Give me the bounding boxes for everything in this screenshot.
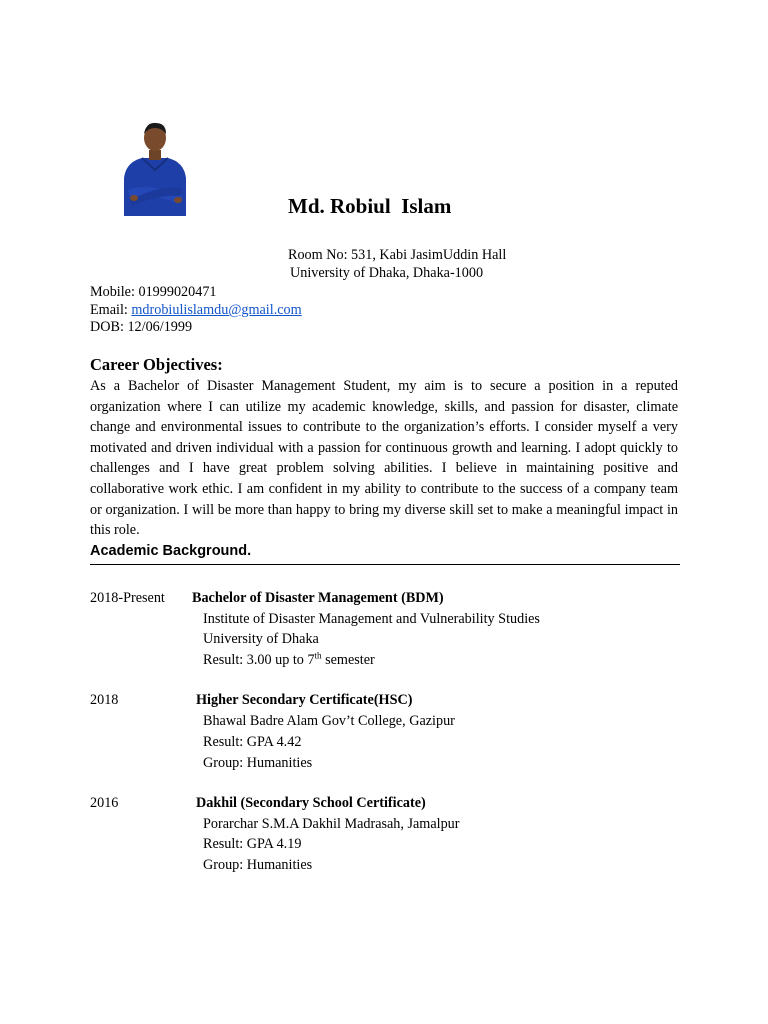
entry-institution: Bhawal Badre Alam Gov’t College, Gazipur	[203, 713, 455, 729]
entry-result: Result: GPA 4.42	[203, 734, 302, 750]
email-link[interactable]: mdrobiulislamdu@gmail.com	[131, 302, 302, 318]
mobile-number: Mobile: 01999020471	[90, 284, 217, 300]
address-line-2: University of Dhaka, Dhaka-1000	[290, 265, 484, 281]
entry-group: Group: Humanities	[203, 755, 313, 771]
entry-result-superscript: th	[314, 650, 322, 661]
profile-photo	[118, 118, 192, 216]
entry-degree: Bachelor of Disaster Management (BDM)	[192, 590, 444, 606]
academic-background-heading: Academic Background.	[90, 543, 252, 559]
email-row	[90, 302, 302, 319]
entry-year: 2018-Present	[90, 590, 165, 606]
date-of-birth: DOB: 12/06/1999	[90, 319, 193, 335]
entry-university: University of Dhaka	[203, 631, 319, 647]
entry-institution: Institute of Disaster Management and Vulnerability Studies	[203, 611, 540, 627]
career-objectives-heading: Career Objectives:	[90, 355, 223, 374]
candidate-name: Md. Robiul Islam	[288, 194, 452, 218]
entry-institution: Porarchar S.M.A Dakhil Madrasah, Jamalpur	[203, 816, 460, 832]
section-divider	[90, 564, 680, 565]
entry-degree: Dakhil (Secondary School Certificate)	[196, 795, 426, 811]
entry-degree: Higher Secondary Certificate(HSC)	[196, 692, 413, 708]
entry-result-text: Result: 3.00 up to 7	[203, 652, 315, 668]
entry-result	[203, 652, 375, 669]
entry-result-suffix: semester	[321, 652, 375, 668]
email-label: Email:	[90, 302, 132, 318]
entry-group: Group: Humanities	[203, 857, 313, 873]
address-line-1: Room No: 531, Kabi JasimUddin Hall	[288, 247, 507, 263]
entry-year: 2016	[90, 795, 119, 811]
career-objectives-text: As a Bachelor of Disaster Management Student, my aim is to secure a position in a reputed organization where I can utilize my academic knowledge, skills, and passion for disaster, climate change and environmental issues to contribute to the organization’s efforts. I consider myself a very motivated and driven individual with a passion for continuous growth and learning. I adopt quickly to challenges and I have great problem solving abilities. I believe in maintaining positive and collaborative work ethic. I am confident in my ability to contribute to the success of a company team or organization. I will be more than happy to bring my diverse skill set to make a meaningful impact in this role.	[90, 378, 678, 539]
entry-year: 2018	[90, 692, 119, 708]
entry-result: Result: GPA 4.19	[203, 836, 302, 852]
